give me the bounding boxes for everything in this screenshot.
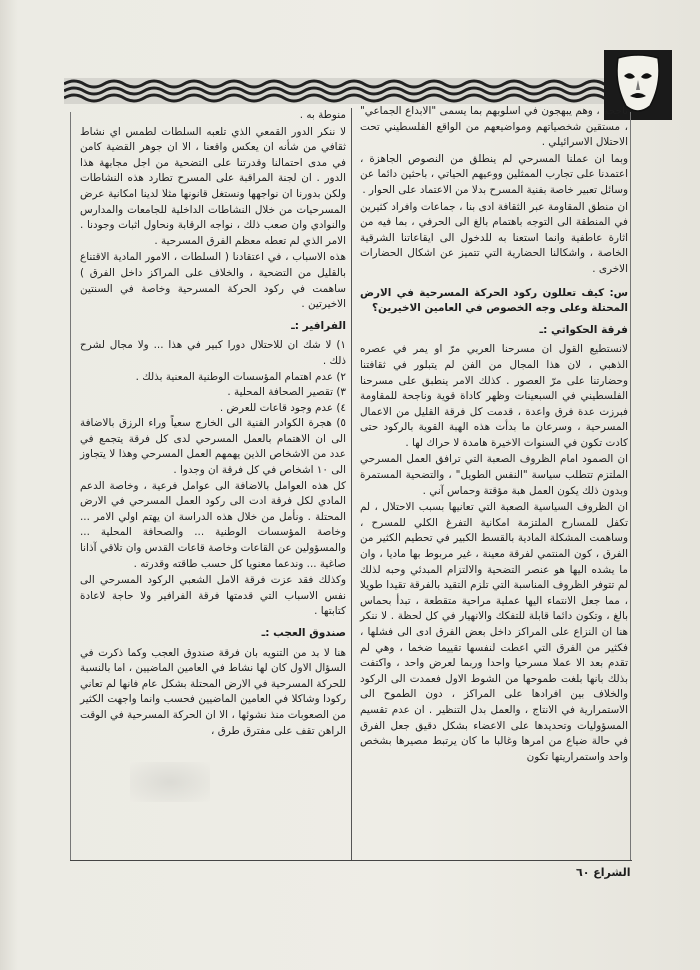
paragraph: ان الظروف السياسية الصعبة التي تعانيها بسبب الاحتلال ، لم تكفل للمسارح الملتزمة امكانية التفرغ الكلي للمسرح ، وساهمت المشكلة المادية بالقسط الكبير في تحطيم الكثير من الفرق ، كون المنتمي لفرقة معينة ، غير مربوط بها ماديا ، وان ما يشده اليها هو عنصر التضحية والالتزام المبدئي وحبه لذلك لم تتوفر الظروف المناسبة التي تلزم التقيد بالفرقة تقيدا طويلا ، مما جعل الانتماء اليها عملية مراحية متقطعة ، تبدأ بحماس بالغ ، وتكون دائما قابلة للتفكك والانهيار في كل لحظة . لا ننكر هنا ان النزاع على المراكز داخل بعض الفرق ادى الى فشلها ، فكثير من الفرق التي اعطت لنفسها تقييما ضخما ، وهي لم تقدم بعد الا عملا مسرحيا واحدا وربما لعرض واحد ، واكتفت بذلك بانها بلغت طموحها من الشوط الاول فعمدت الى الركود والخلاف بين افرادها على المراكز ، دون الطموح الى الاستمرارية في الانتاج ، والعمل بدل التنظير . ان عدم تقسيم المسؤوليات وتحديدها على الاعضاء بشكل دقيق جعل الفرق في حالة ضياع من امرها وغالبا ما كان يرتبط مصيرها بشخص واحد واستمراريتها تكون <box>360 501 628 763</box>
left-border-rule <box>70 112 71 860</box>
paragraph: ان الصمود امام الظروف الصعبة التي ترافق العمل المسرحي الملتزم تتطلب سياسة "النفس الطويل" ، والتضحية المستمرة وبدون ذلك يكون العمل هبة مؤقتة وحماس آني . <box>360 453 628 497</box>
paragraph: ان منطق المقاومة عبر الثقافة ادى بنا ، جماعات وافراد كثيرين في المنطقة الى التوجه باهتمام بالغ الى الحرفي ، بما فيه من اثارة عاطفية وانما استعنا به للدخول الى ايقاعاتنا الشرقية الخاصة ، واشكالنا الحضارية التي تتميز عن اشكال الحضارات الاخرى . <box>360 200 628 275</box>
right-text-column <box>360 104 628 766</box>
footer-rule <box>70 860 632 861</box>
answer-heading-sunduq: صندوق العجب :ـ <box>261 627 346 639</box>
answer-heading-hakawati: فرقة الحكواتي :ـ <box>539 323 628 336</box>
page-number: الشراع ٦٠ <box>576 866 631 879</box>
ink-smudge <box>130 762 210 802</box>
paragraph: لانستطيع القول ان مسرحنا العربي مرّ او يمر في عصره الذهبي ، لان هذا المجال من الفن لم يتبلور في ثقافتنا وحضارتنا على مرّ العصور . كذلك الامر ينطبق على مسرحنا الفلسطيني في السبعينات وظهر كاداة قوية وناجحة للمقاومة فبرزت عدة فرق واعدة ، قدمت كل فرقة القليل من الاعمال المسرحية ، وسرعان ما بدأت هذه الهبة القوية بالركود حتى كادت تكون في السنوات الاخيرة هامدة لا حراك لها . <box>360 343 628 449</box>
list-item: ٥) هجرة الكوادر الفنية الى الخارج سعياً وراء الرزق بالاضافة الى ان الاهتمام بالعمل المسرحي لدى كل فرقة يتجمع في عدد من الاشخاص الذين يهمهم العمل المسرحي وهذا لا يتجاوز الى ١٠ اشخاص في كل فرقة ان وجدوا . <box>80 417 346 477</box>
paragraph: لا ننكر الدور القمعي الذي تلعبه السلطات لطمس اي نشاط ثقافي من شأنه ان يعكس واقعنا ، الا ان جوهر القضية كامن في مدى احتمالنا وقدرتنا على التضحية من اجل مجابهة هذا الدور . ان لجنة المراقبة على المسرح تطارد هذه النشاطات ولكن بدورنا ان نواجهها ونستغل قانونها مثلا لدينا امكانية عرض المسرحيات من خلال النشاطات الداخلية للجامعات والمدارس والنوادي وان صعب ذلك ، نواجه الرقابة ونحاول اثبات وجودنا . الامر الذي لم تعطه معظم الفرق المسرحية . <box>80 125 346 247</box>
paragraph: ناجحة ، وهم يبهجون في اسلوبهم بما يسمى "الابداع الجماعي" ، مستقين شخصياتهم ومواضيعهم من الواقع الفلسطيني تحت الاحتلال الاسرائيلي . <box>360 105 628 149</box>
list-item: ٢) عدم اهتمام المؤسسات الوطنية المعنية بذلك . <box>135 370 346 383</box>
list-item: ٣) تقصير الصحافة المحلية . <box>227 386 346 399</box>
paragraph: كل هذه العوامل بالاضافة الى عوامل فرعية ، وخاصة الدعم المادي لكل فرقة ادت الى ركود العمل المسرحي في الارض المحتلة . ونأمل من خلال هذه الدراسة ان يهتم اولي الامر ... وخاصة المؤسسات الوطنية ... والصحافة المحلية ... والمسؤولين عن القاعات وخاصة قاعات القدس وان تلاقي آذانا صاغية ... وندعما معنويا كل حسب طاقته وقدرته . <box>80 479 346 570</box>
wave-header-banner <box>64 78 616 104</box>
interview-question: س: كيف تعللون ركود الحركة المسرحية في الارض المحتلة وعلى وجه الخصوص في العامين الاخيرين؟ <box>360 286 628 315</box>
column-divider <box>351 108 352 860</box>
list-item: ١) لا شك ان للاحتلال دورا كبير في هذا ... ولا مجال لشرح ذلك . <box>80 339 346 367</box>
paragraph: وبما ان عملنا المسرحي لم ينطلق من النصوص الجاهزة ، اعتمدنا على تجارب الممثلين ووعيهم الحياتي ، باحثين دائما عن وسائل تعبير خاصة بفنية المسرح بدلا من الاعتماد على الحوار . <box>360 152 628 196</box>
paragraph: وكذلك فقد عزت فرقة الامل الشعبي الركود المسرحي الى نفس الاسباب التي قدمتها فرقة الفرافير ولا حاجة لاعادة كتابتها . <box>80 574 346 618</box>
paragraph: هذه الاسباب ، في اعتقادنا ( السلطات ، الامور المادية الاقتناع بالقليل من التضحية ، والخلاف على المراكز داخل الفرق ) ساهمت في ركود الحركة المسرحية وخاصة في السنتين الاخيرتين . <box>80 251 346 311</box>
paragraph: منوطة به . <box>299 109 346 121</box>
list-item: ٤) عدم وجود قاعات للعرض . <box>219 401 346 414</box>
left-text-column <box>80 108 346 740</box>
right-border-rule <box>630 112 631 860</box>
paragraph: هنا لا بد من التنويه بان فرقة صندوق العجب وكما ذكرت في السؤال الاول كان لها نشاط في العامين الماضيين ، اما بالنسبة للحركة المسرحية في الارض المحتلة بشكل عام فانها لم تعاني ركودا وشاكلا في العامين الماضيين فحسب وانما واجهت الكثير من الصعوبات منذ نشوئها ، الا ان الحركة المسرحية في الوقت الراهن تقف على مفترق طرق ، <box>80 646 346 737</box>
answer-heading-farafir: الفرافير :ـ <box>291 319 346 332</box>
